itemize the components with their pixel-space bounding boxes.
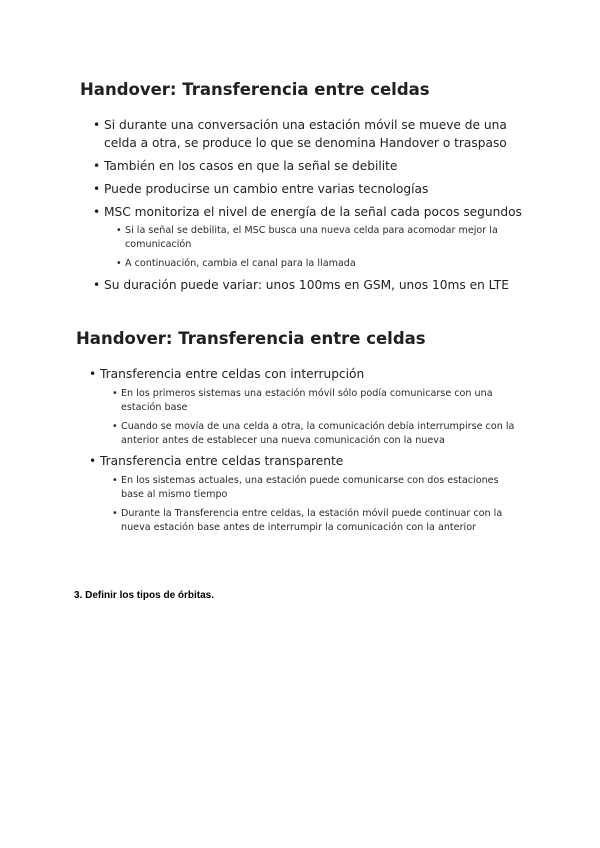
slide-1-title: Handover: Transferencia entre celdas bbox=[80, 80, 430, 99]
bullet-dot-icon: • bbox=[89, 367, 97, 381]
sub-bullet-list bbox=[100, 474, 519, 535]
bullet-item bbox=[89, 366, 519, 448]
bullet-text: Transferencia entre celdas transparente bbox=[100, 454, 344, 468]
sub-bullet-text: Cuando se movía de una celda a otra, la comunicación debía interrumpirse con la anterior antes de establecer una nueva comunicación con la nueva bbox=[121, 420, 515, 446]
question-heading: 3. Definir los tipos de órbitas. bbox=[74, 590, 215, 601]
slide-2-title: Handover: Transferencia entre celdas bbox=[76, 329, 426, 348]
bullet-item bbox=[93, 277, 523, 295]
bullet-text: Transferencia entre celdas con interrupción bbox=[100, 367, 365, 381]
bullet-dot-icon: • bbox=[89, 454, 97, 468]
bullet-dot-icon: • bbox=[112, 387, 118, 399]
sub-bullet-item bbox=[116, 257, 523, 271]
bullet-text: Su duración puede variar: unos 100ms en GSM, unos 10ms en LTE bbox=[104, 277, 509, 292]
sub-bullet-list bbox=[100, 387, 519, 448]
sub-bullet-item bbox=[112, 387, 519, 415]
bullet-dot-icon: • bbox=[112, 420, 118, 432]
bullet-dot-icon: • bbox=[112, 474, 118, 486]
sub-bullet-text: Durante la Transferencia entre celdas, la estación móvil puede continuar con la nueva estación base antes de interrumpir la comunicación con la anterior bbox=[121, 507, 503, 533]
bullet-item bbox=[93, 117, 523, 152]
bullet-dot-icon: • bbox=[116, 225, 122, 236]
bullet-item bbox=[93, 158, 523, 176]
bullet-dot-icon: • bbox=[93, 277, 101, 292]
bullet-text: Puede producirse un cambio entre varias tecnologías bbox=[104, 181, 429, 196]
bullet-dot-icon: • bbox=[93, 158, 101, 173]
bullet-item bbox=[89, 453, 519, 535]
sub-bullet-item bbox=[112, 474, 519, 502]
bullet-item bbox=[93, 204, 523, 272]
sub-bullet-text: En los primeros sistemas una estación móvil sólo podía comunicarse con una estación base bbox=[121, 387, 493, 413]
bullet-dot-icon: • bbox=[93, 118, 101, 132]
bullet-item bbox=[93, 181, 523, 199]
bullet-dot-icon: • bbox=[112, 507, 118, 519]
bullet-dot-icon: • bbox=[93, 204, 101, 219]
bullet-dot-icon: • bbox=[93, 181, 101, 196]
sub-bullet-list bbox=[104, 224, 523, 271]
sub-bullet-text: En los sistemas actuales, una estación puede comunicarse con dos estaciones base al mismo tiempo bbox=[121, 474, 499, 500]
slide-1-bullet-list bbox=[93, 117, 523, 300]
sub-bullet-item bbox=[112, 507, 519, 535]
sub-bullet-item bbox=[112, 420, 519, 448]
sub-bullet-text: Si la señal se debilita, el MSC busca una nueva celda para acomodar mejor la comunicación bbox=[125, 225, 498, 250]
slide-2-bullet-list bbox=[89, 366, 519, 540]
bullet-text: Si durante una conversación una estación móvil se mueve de una celda a otra, se produce lo que se denomina Handover o traspaso bbox=[104, 118, 507, 150]
sub-bullet-item bbox=[116, 224, 523, 252]
bullet-text: También en los casos en que la señal se debilite bbox=[104, 158, 398, 173]
sub-bullet-text: A continuación, cambia el canal para la llamada bbox=[125, 258, 356, 269]
bullet-dot-icon: • bbox=[116, 258, 122, 269]
bullet-text: MSC monitoriza el nivel de energía de la señal cada pocos segundos bbox=[104, 204, 522, 219]
